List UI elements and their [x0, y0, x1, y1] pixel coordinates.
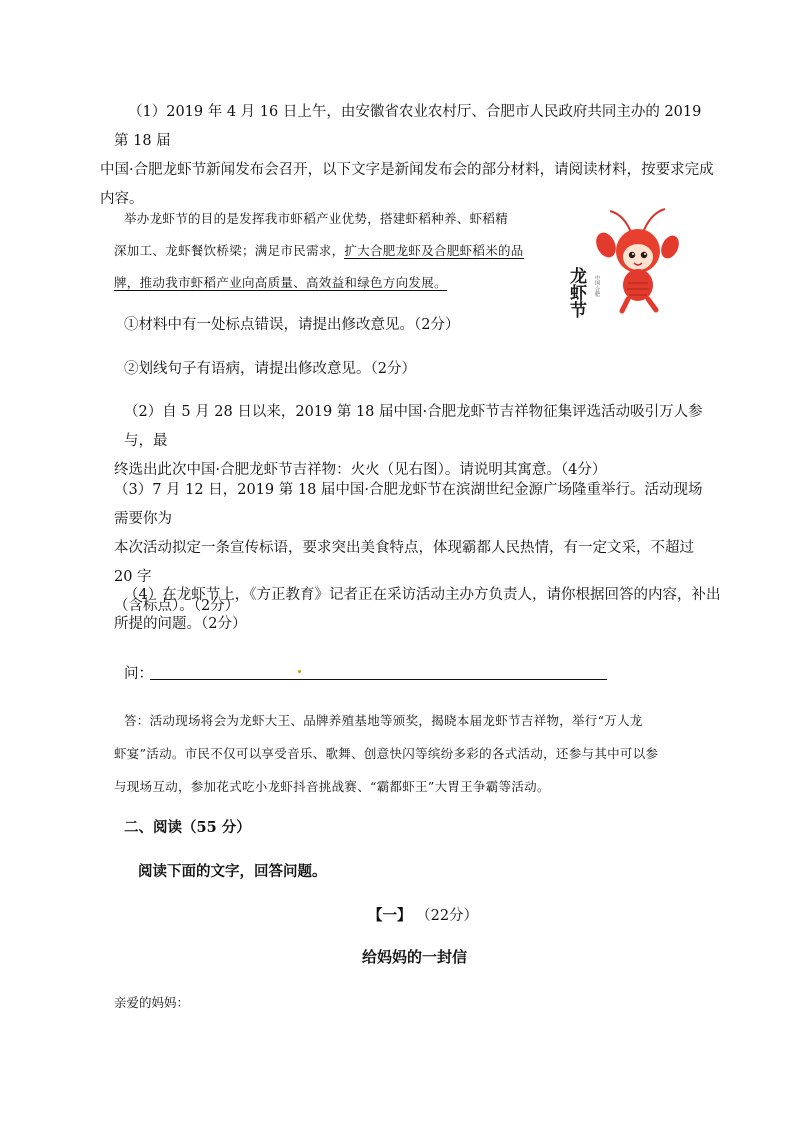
answer-line: 答：活动现场将会为龙虾大王、品牌养殖基地等颁奖，揭晓本届龙虾节吉祥物，举行“万人龙	[124, 713, 643, 728]
part-score: （22分）	[416, 908, 479, 924]
article-title: 给妈妈的一封信	[362, 948, 468, 966]
q3-line: （3）7 月 12 日，2019 第 18 届中国·合肥龙虾节在滨湖世纪金源广场隆重举行。活动现场需要你为	[114, 482, 703, 527]
q1-line: 内容。	[100, 191, 144, 207]
q3-line: 本次活动拟定一条宣传标语，要求突出美食特点，体现霸都人民热情，有一定文采，不超过 20 字	[114, 540, 694, 585]
sub-question-1: ①材料中有一处标点错误，请提出修改意见。（2分）	[124, 317, 460, 333]
q2-line: 终选出此次中国·合肥龙虾节吉祥物：火火（见右图）。请说明其寓意。（4分）	[114, 462, 607, 478]
q3-line: （含标点）。（2分）	[114, 598, 240, 614]
answer-blank-line[interactable]	[150, 679, 607, 680]
material-line	[114, 267, 554, 299]
q2-line: （2）自 5 月 28 日以来，2019 第 18 届中国·合肥龙虾节吉祥物征集评选活动吸引万人参与，最	[124, 404, 703, 449]
question-2	[114, 398, 724, 485]
underlined-sentence: 牌，推动我市虾稻产业向高质量、高效益和绿色方向发展。	[114, 275, 447, 290]
material-line: 深加工、龙虾餐饮桥梁；满足市民需求，扩大合肥龙虾及合肥虾稻米的品	[114, 243, 524, 258]
news-material	[114, 203, 554, 299]
sub-question-2: ②划线句子有语病，请提出修改意见。（2分）	[124, 361, 416, 377]
q4-line: 所提的问题。（2分）	[114, 616, 247, 632]
question-4	[114, 581, 724, 639]
reading-instruction: 阅读下面的文字，回答问题。	[138, 863, 327, 880]
mascot-huohuo-image	[566, 205, 675, 318]
section-title: 二、阅读（55 分）	[124, 819, 251, 836]
answer-line: 与现场互动，参加花式吃小龙虾抖音挑战赛、“霸都虾王”大胃王争霸等活动。	[114, 779, 550, 794]
underlined-sentence: 扩大合肥龙虾及合肥虾稻米的品	[344, 243, 524, 258]
question-label: 问：	[124, 666, 153, 682]
part-heading	[368, 904, 478, 925]
question-1	[100, 98, 714, 214]
letter-greeting: 亲爱的妈妈：	[114, 995, 190, 1010]
mascot-calligraphy: 龙虾节	[566, 267, 586, 318]
answer-line: 虾宴”活动。市民不仅可以享受音乐、歌舞、创意快闪等缤纷多彩的各式活动，还参与其中可以参	[114, 746, 659, 761]
mascot-caption: 中国·合肥	[594, 275, 600, 297]
answer-text	[114, 704, 714, 803]
dot-mark	[298, 670, 301, 673]
q1-line: 中国·合肥龙虾节新闻发布会召开，以下文字是新闻发布会的部分材料，请阅读材料，按要求完成	[100, 162, 714, 178]
material-line: 举办龙虾节的目的是发挥我市虾稻产业优势，搭建虾稻种养、虾稻精	[124, 211, 509, 226]
q1-line: （1）2019 年 4 月 16 日上午，由安徽省农业农村厅、合肥市人民政府共同主办的 2019 第 18 届	[114, 104, 702, 149]
q4-line: （4）在龙虾节上，《方正教育》记者正在采访活动主办方负责人，请你根据回答的内容，补出	[124, 587, 721, 603]
part-label: 【一】	[368, 907, 412, 924]
